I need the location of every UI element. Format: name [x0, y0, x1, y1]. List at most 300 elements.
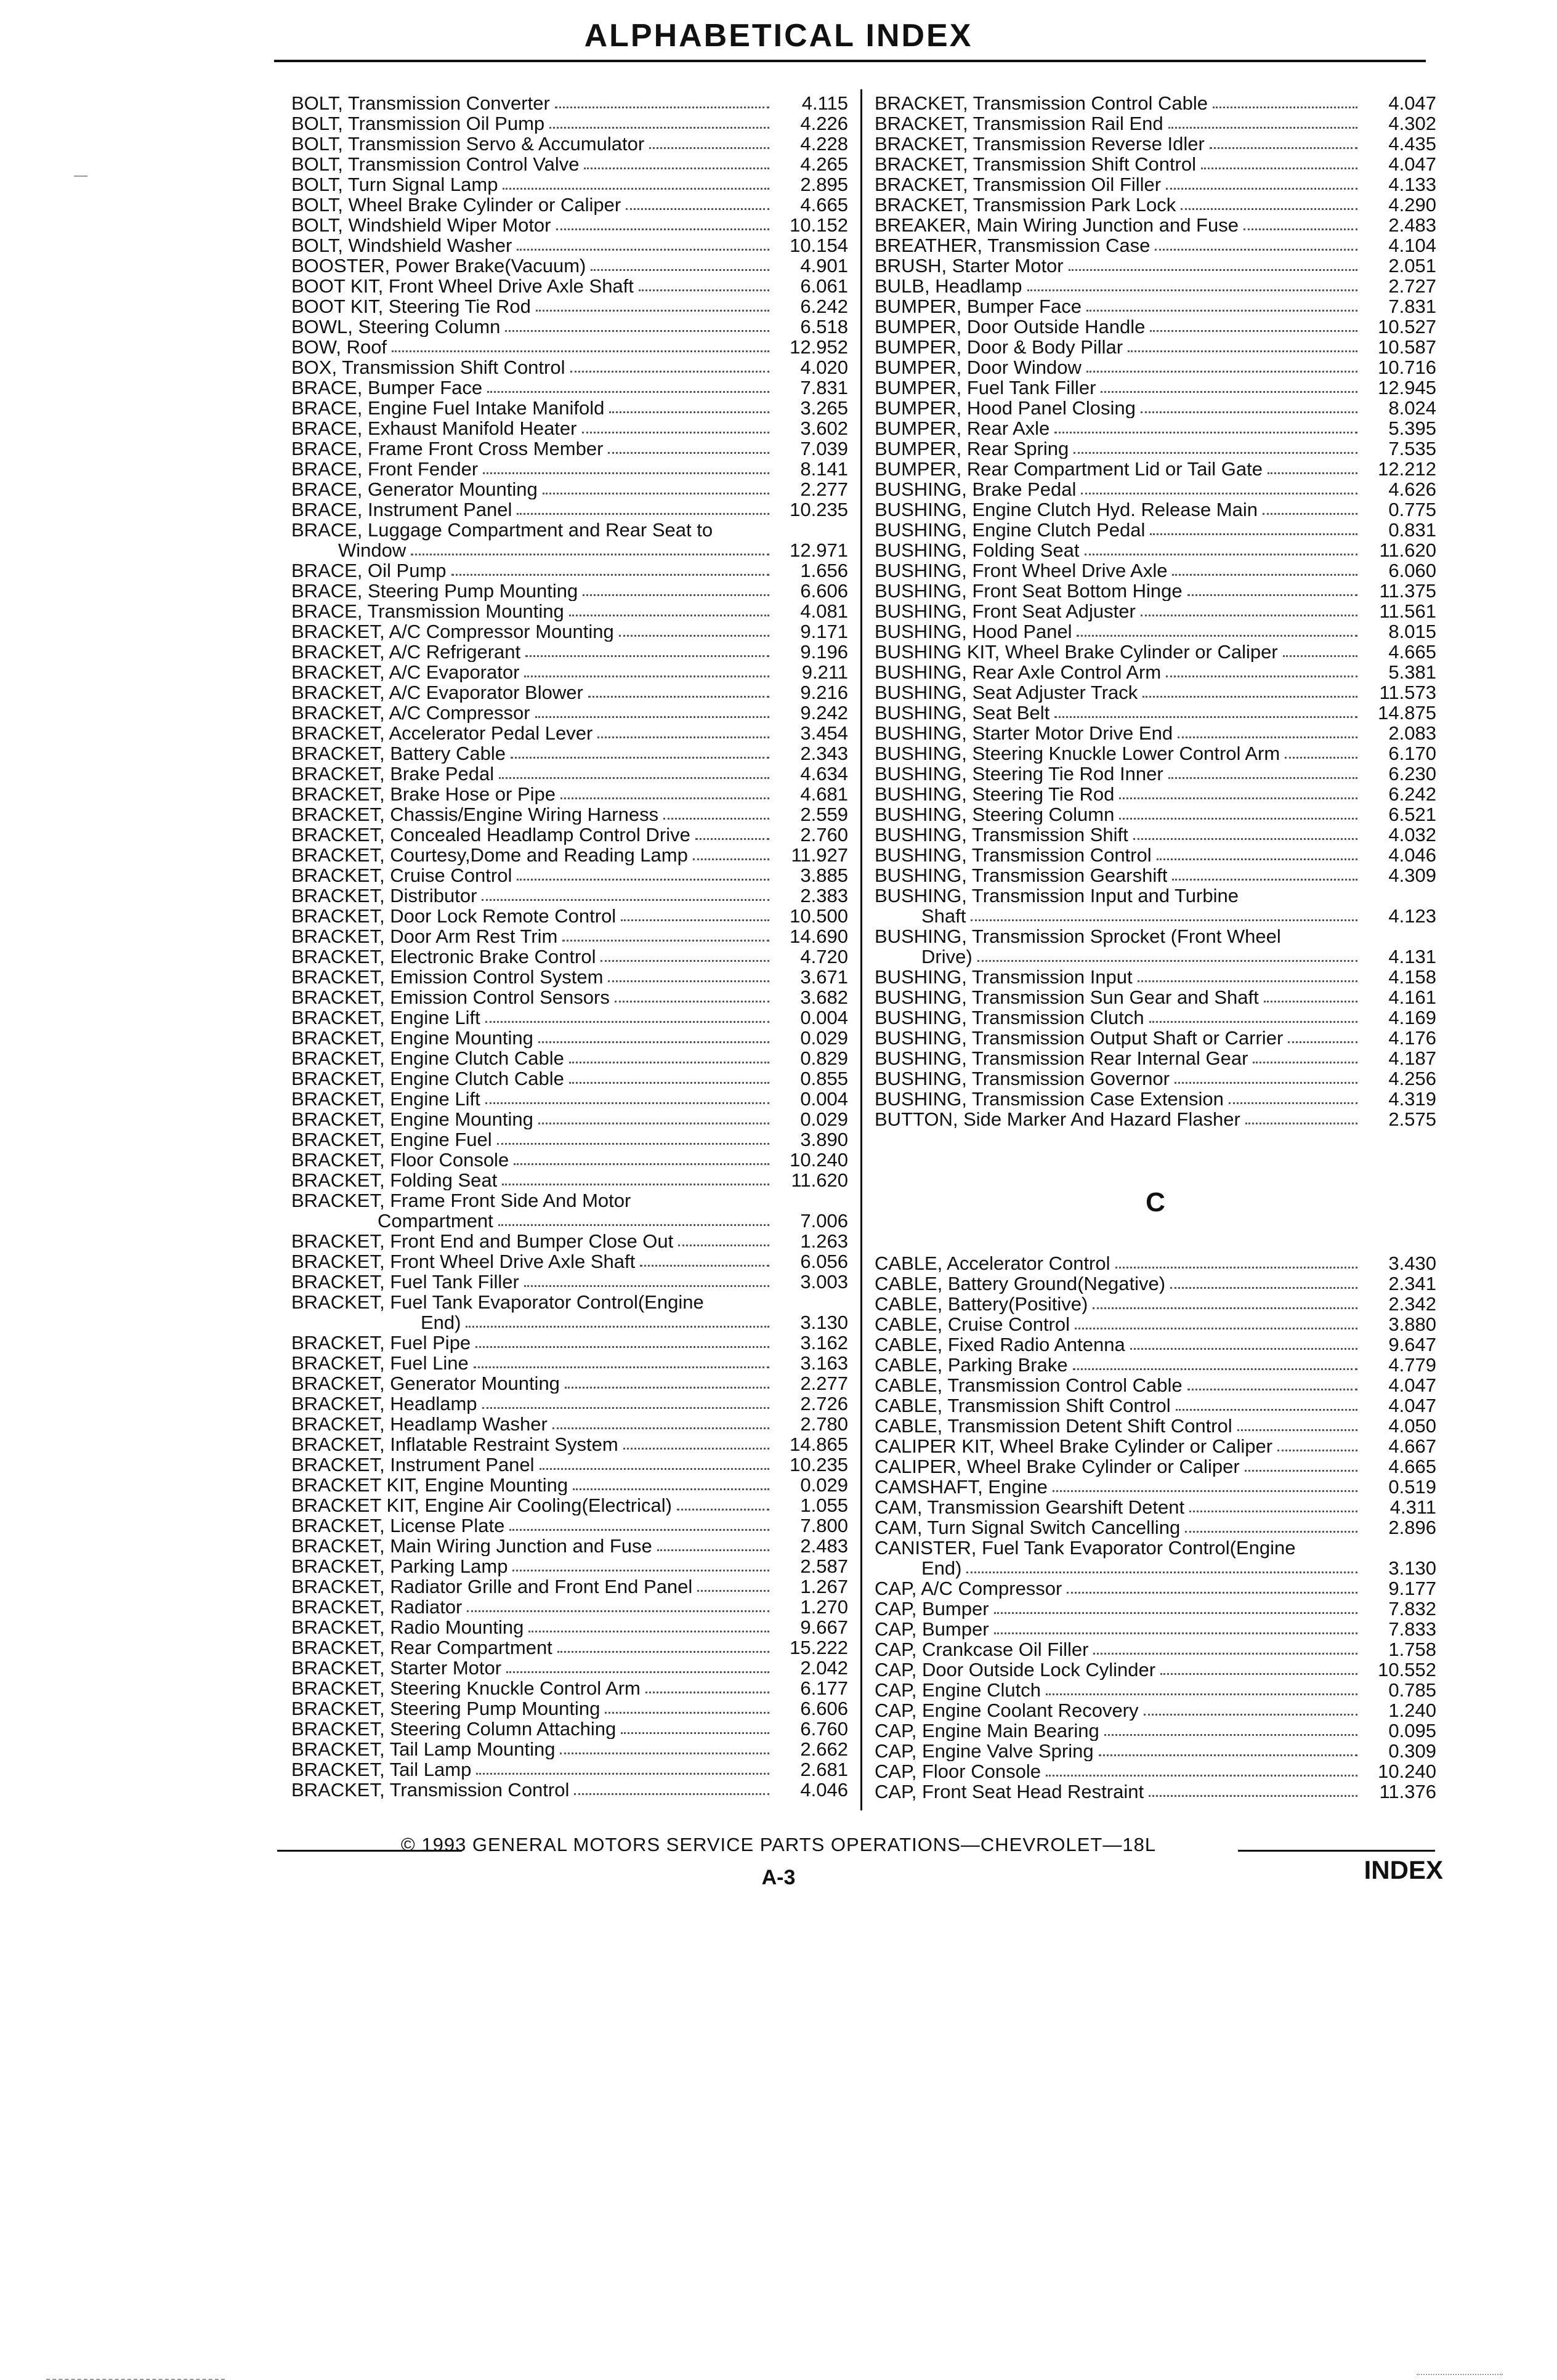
entry-text: BUSHING, Transmission Input [875, 967, 1133, 987]
index-entry [291, 1190, 848, 1231]
entry-page: 3.265 [800, 397, 848, 419]
index-entry [291, 1495, 848, 1515]
entry-page: 7.535 [1388, 438, 1436, 459]
entry-text: BRACKET, A/C Compressor [291, 703, 530, 723]
entry-text: BRACKET, Engine Mounting [291, 1109, 533, 1129]
index-entry [291, 418, 848, 438]
entry-text: BULB, Headlamp [875, 276, 1022, 296]
index-column-left [291, 93, 848, 1800]
entry-text: CAP, Crankcase Oil Filler [875, 1639, 1089, 1660]
dot-leader [411, 554, 769, 555]
entry-text: BUMPER, Door & Body Pillar [875, 337, 1123, 357]
dot-leader [1185, 1531, 1357, 1533]
dot-leader [621, 919, 769, 921]
entry-page: 4.161 [1388, 986, 1436, 1008]
entry-text: BUSHING, Front Wheel Drive Axle [875, 560, 1168, 581]
entry-text: BRACKET, Engine Fuel [291, 1129, 492, 1150]
entry-text: BUSHING, Rear Axle Control Arm [875, 662, 1162, 682]
index-entry [291, 113, 848, 134]
index-entry [875, 601, 1436, 621]
entry-page: 2.726 [800, 1393, 848, 1414]
dot-leader [1264, 1001, 1357, 1002]
index-entry [291, 357, 848, 377]
entry-page: 6.242 [800, 296, 848, 317]
entry-page: 0.855 [800, 1068, 848, 1089]
entry-text: CAP, Bumper [875, 1619, 989, 1639]
entry-text: BRACE, Transmission Mounting [291, 601, 564, 621]
dot-leader [1245, 1123, 1357, 1124]
column-divider [860, 89, 862, 1810]
index-entry [291, 1454, 848, 1475]
dot-leader [451, 574, 769, 576]
entry-text: BUMPER, Door Outside Handle [875, 317, 1146, 337]
index-entry [291, 479, 848, 499]
entry-page: 2.780 [800, 1413, 848, 1435]
entry-page: 2.483 [1388, 214, 1436, 236]
entry-page: 4.047 [1388, 92, 1436, 114]
entry-page: 0.095 [1388, 1720, 1436, 1741]
entry-text: CAP, Engine Coolant Recovery [875, 1700, 1139, 1720]
entry-page: 0.785 [1388, 1679, 1436, 1701]
dot-leader [1149, 1795, 1357, 1797]
entry-text: BRACKET, Accelerator Pedal Lever [291, 723, 593, 743]
entry-text: BRACKET, Engine Lift [291, 1089, 480, 1109]
index-entry [875, 1375, 1436, 1395]
entry-page: 3.671 [800, 966, 848, 988]
entry-page: 15.222 [790, 1637, 848, 1658]
index-entry [291, 967, 848, 987]
entry-page: 4.131 [1388, 946, 1436, 967]
index-entry [291, 723, 848, 743]
entry-page: 0.004 [800, 1007, 848, 1028]
entry-page: 6.606 [800, 1698, 848, 1719]
entry-page: 7.831 [800, 377, 848, 398]
entry-page: 9.667 [800, 1616, 848, 1638]
entry-text: BRACKET, A/C Evaporator Blower [291, 682, 583, 703]
entry-text: BUSHING, Steering Knuckle Lower Control Arm [875, 743, 1280, 764]
index-entry [291, 1231, 848, 1251]
index-entry [875, 845, 1436, 865]
entry-page: 11.561 [1379, 600, 1436, 622]
dot-leader [538, 1041, 769, 1043]
index-column-right [875, 93, 1436, 1802]
entry-page: 3.682 [800, 986, 848, 1008]
dot-leader [543, 493, 769, 494]
entry-text: BRACKET, Headlamp Washer [291, 1414, 548, 1434]
index-entry [875, 764, 1436, 784]
index-entry [875, 1253, 1436, 1273]
entry-page: 4.309 [1388, 865, 1436, 886]
entry-text: BRACKET, Parking Lamp [291, 1556, 508, 1576]
entry-page: 14.690 [790, 926, 848, 947]
index-entry [875, 1048, 1436, 1068]
dot-leader [977, 960, 1357, 962]
entry-page: 8.015 [1388, 621, 1436, 642]
dot-leader [1067, 1592, 1357, 1594]
entry-page: 14.875 [1378, 702, 1436, 724]
entry-text: CABLE, Cruise Control [875, 1314, 1070, 1334]
index-entry [291, 682, 848, 703]
entry-text: BRACKET, Main Wiring Junction and Fuse [291, 1536, 652, 1556]
dot-leader [693, 858, 769, 860]
entry-page: 6.606 [800, 580, 848, 602]
index-entry [291, 743, 848, 764]
entry-page: 9.242 [800, 702, 848, 724]
index-entry [291, 1129, 848, 1150]
dot-leader [1172, 574, 1357, 576]
index-entry [875, 1334, 1436, 1355]
index-entry [875, 418, 1436, 438]
index-entry [875, 804, 1436, 825]
entry-page: 6.521 [1388, 804, 1436, 825]
index-entry [875, 154, 1436, 174]
index-entry [875, 1517, 1436, 1538]
index-entry [291, 154, 848, 174]
entry-page: 11.573 [1379, 682, 1436, 703]
index-entry [291, 601, 848, 621]
entry-page: 3.130 [800, 1312, 848, 1333]
entry-text: CABLE, Accelerator Control [875, 1253, 1110, 1273]
dot-leader [1168, 777, 1357, 779]
entry-page: 4.319 [1388, 1088, 1436, 1110]
entry-text: CAMSHAFT, Engine [875, 1477, 1048, 1497]
entry-text: BRACE, Instrument Panel [291, 499, 512, 520]
entry-text: BRACKET, Chassis/Engine Wiring Harness [291, 804, 659, 825]
entry-page: 1.270 [800, 1596, 848, 1618]
entry-text: BRUSH, Starter Motor [875, 256, 1064, 276]
entry-page: 6.056 [800, 1251, 848, 1272]
dot-leader [474, 1366, 769, 1368]
entry-page: 6.760 [800, 1718, 848, 1740]
dot-leader [994, 1612, 1357, 1614]
index-entry [875, 621, 1436, 642]
dot-leader [535, 716, 769, 718]
index-entry [291, 764, 848, 784]
dot-leader [609, 411, 769, 413]
entry-text: BRACKET, Electronic Brake Control [291, 946, 596, 967]
index-entry [291, 296, 848, 317]
index-entry [875, 1456, 1436, 1477]
dot-leader [1086, 310, 1357, 312]
entry-text: BUMPER, Rear Compartment Lid or Tail Gate [875, 459, 1263, 479]
index-entry [291, 195, 848, 215]
entry-page: 2.383 [800, 885, 848, 906]
index-entry [875, 1314, 1436, 1334]
entry-text: BUSHING, Starter Motor Drive End [875, 723, 1173, 743]
entry-page: 2.575 [1388, 1108, 1436, 1130]
entry-text: BUMPER, Rear Axle [875, 418, 1050, 438]
entry-page: 1.055 [800, 1495, 848, 1516]
entry-text: BRACKET, Inflatable Restraint System [291, 1434, 618, 1454]
dot-leader [1245, 1470, 1357, 1472]
entry-text: CABLE, Transmission Control Cable [875, 1375, 1183, 1395]
dot-leader [663, 818, 769, 820]
dot-leader [583, 594, 769, 596]
entry-text: BRACE, Bumper Face [291, 377, 483, 398]
entry-text: BUSHING, Front Seat Adjuster [875, 601, 1136, 621]
dot-leader [574, 1793, 769, 1795]
entry-page: 3.880 [1388, 1313, 1436, 1335]
dot-leader [639, 289, 769, 291]
entry-text: BOX, Transmission Shift Control [291, 357, 565, 377]
entry-page: 9.211 [801, 661, 848, 683]
entry-text: BRACKET, Cruise Control [291, 865, 512, 885]
index-entry [291, 1658, 848, 1678]
index-entry [291, 1089, 848, 1109]
index-entry [291, 642, 848, 662]
index-entry [875, 1781, 1436, 1802]
entry-page: 4.050 [1388, 1415, 1436, 1437]
dot-leader [678, 1244, 769, 1246]
index-entry [875, 1660, 1436, 1680]
entry-text: BRACKET, Headlamp [291, 1394, 477, 1414]
dot-leader [569, 1082, 769, 1084]
index-entry [875, 93, 1436, 113]
index-entry [875, 398, 1436, 418]
index-entry [291, 1048, 848, 1068]
entry-text: BRACKET, Rear Compartment [291, 1637, 552, 1658]
entry-page: 2.277 [800, 478, 848, 500]
entry-page: 10.235 [790, 1454, 848, 1475]
index-entry [875, 540, 1436, 560]
index-entry [875, 926, 1436, 967]
entry-text: BOOT KIT, Steering Tie Rod [291, 296, 531, 317]
dot-leader [1046, 1775, 1357, 1777]
index-entry [875, 1741, 1436, 1761]
index-entry [875, 1395, 1436, 1416]
dot-leader [506, 1671, 769, 1673]
index-entry [875, 743, 1436, 764]
dot-leader [649, 147, 769, 149]
entry-page: 8.024 [1388, 397, 1436, 419]
dot-leader [569, 615, 769, 616]
index-entry [875, 317, 1436, 337]
entry-page: 7.800 [800, 1515, 848, 1536]
entry-text: BRACKET, Tail Lamp [291, 1759, 472, 1780]
entry-page: 4.047 [1388, 153, 1436, 175]
entry-page: 4.081 [800, 600, 848, 622]
entry-text: BUSHING, Engine Clutch Pedal [875, 520, 1146, 540]
dot-leader [605, 1712, 769, 1714]
entry-text: BRACKET, Transmission Park Lock [875, 195, 1176, 215]
index-entry [875, 885, 1436, 926]
index-entry [875, 357, 1436, 377]
index-entry [875, 987, 1436, 1007]
dot-leader [1189, 1511, 1357, 1512]
dot-leader [476, 1773, 769, 1775]
dot-leader [1213, 107, 1357, 108]
dot-leader [475, 1346, 769, 1348]
index-entry [291, 987, 848, 1007]
index-entry [875, 520, 1436, 540]
dot-leader [697, 1590, 769, 1592]
entry-page: 2.083 [1388, 722, 1436, 744]
entry-page: 10.240 [1378, 1761, 1436, 1782]
entry-text: BRACKET, Engine Clutch Cable [291, 1068, 564, 1089]
index-entry [291, 398, 848, 418]
dot-leader [657, 1549, 769, 1551]
entry-text: CABLE, Battery(Positive) [875, 1294, 1088, 1314]
index-entry [875, 1273, 1436, 1294]
index-entry [875, 1680, 1436, 1700]
entry-text: BRACKET, Front Wheel Drive Axle Shaft [291, 1251, 636, 1272]
dot-leader [1069, 269, 1357, 271]
index-entry [875, 581, 1436, 601]
entry-text: BRACKET, Transmission Oil Filler [875, 174, 1162, 195]
dot-leader [505, 330, 769, 332]
dot-leader [514, 1163, 769, 1165]
entry-text: BRACKET, Fuel Tank Filler [291, 1272, 519, 1292]
dot-leader [1166, 676, 1357, 677]
dot-leader [1253, 1062, 1357, 1063]
dot-leader [677, 1509, 769, 1511]
index-entry [291, 784, 848, 804]
entry-page: 2.587 [800, 1555, 848, 1577]
dot-leader [1128, 350, 1357, 352]
entry-page: 3.163 [800, 1352, 848, 1374]
dot-leader [487, 391, 769, 393]
index-entry [291, 1597, 848, 1617]
index-entry [291, 1617, 848, 1637]
entry-page: 8.141 [800, 458, 848, 480]
entry-text: BRACKET, Battery Cable [291, 743, 506, 764]
dot-leader [1150, 330, 1357, 332]
entry-page: 0.029 [800, 1027, 848, 1049]
dot-leader [1237, 1429, 1357, 1431]
entry-text: CAP, Bumper [875, 1599, 989, 1619]
index-entry [291, 1353, 848, 1373]
entry-page: 4.046 [800, 1779, 848, 1801]
entry-text: CAP, Engine Valve Spring [875, 1741, 1094, 1761]
index-entry [291, 621, 848, 642]
dot-leader [499, 777, 769, 779]
entry-page: 2.342 [1388, 1293, 1436, 1315]
entry-text: CALIPER KIT, Wheel Brake Cylinder or Caliper [875, 1436, 1273, 1456]
entry-page: 12.971 [790, 539, 848, 561]
entry-page: 4.158 [1388, 966, 1436, 988]
index-entry [291, 235, 848, 256]
dot-leader [1093, 1307, 1357, 1309]
entry-page: 4.667 [1388, 1435, 1436, 1457]
index-entry [291, 1109, 848, 1129]
entry-text: BOW, Roof [291, 337, 387, 357]
dot-leader [608, 452, 769, 454]
index-entry [875, 1477, 1436, 1497]
index-entry [875, 459, 1436, 479]
entry-page: 2.483 [800, 1535, 848, 1557]
entry-page: 3.130 [1388, 1557, 1436, 1579]
dot-leader [1283, 655, 1357, 657]
entry-text: BRACE, Steering Pump Mounting [291, 581, 578, 601]
index-entry [291, 825, 848, 845]
entry-page: 4.665 [800, 194, 848, 216]
entry-text: BRACE, Luggage Compartment and Rear Seat to [291, 519, 713, 541]
entry-page: 4.169 [1388, 1007, 1436, 1028]
entry-text: BRACKET, Engine Clutch Cable [291, 1048, 564, 1068]
page-number: A-3 [761, 1866, 796, 1889]
entry-continuation: Drive) [921, 946, 973, 967]
index-entry [875, 1497, 1436, 1517]
entry-page: 12.945 [1378, 377, 1436, 398]
entry-text: BRACKET, A/C Evaporator [291, 662, 520, 682]
entry-text: BUMPER, Door Window [875, 357, 1082, 377]
index-entry [875, 1109, 1436, 1129]
dot-leader [1138, 980, 1357, 982]
entry-page: 4.665 [1388, 641, 1436, 663]
dot-leader [552, 1427, 769, 1429]
entry-page: 10.152 [790, 214, 848, 236]
dot-leader [597, 736, 769, 738]
entry-text: CAP, Engine Clutch [875, 1680, 1041, 1700]
index-entry [291, 1678, 848, 1698]
entry-page: 1.263 [800, 1230, 848, 1252]
index-entry [875, 276, 1436, 296]
entry-text: BUTTON, Side Marker And Hazard Flasher [875, 1109, 1240, 1129]
entry-text: CALIPER, Wheel Brake Cylinder or Caliper [875, 1456, 1240, 1477]
index-entry [291, 1719, 848, 1739]
copyright-text: © 1993 GENERAL MOTORS SERVICE PARTS OPERATIONS—CHEVROLET—18L [400, 1834, 1157, 1855]
index-entry [875, 560, 1436, 581]
dot-leader [528, 1631, 769, 1632]
index-entry [291, 1170, 848, 1190]
entry-text: BUSHING, Hood Panel [875, 621, 1072, 642]
entry-text: BRACE, Generator Mounting [291, 479, 538, 499]
entry-text: BUSHING, Seat Adjuster Track [875, 682, 1138, 703]
entry-page: 1.656 [800, 560, 848, 581]
entry-text: BRACKET, Door Lock Remote Control [291, 906, 617, 926]
dot-leader [1229, 1102, 1357, 1104]
index-entry [875, 1416, 1436, 1436]
entry-page: 4.123 [1388, 905, 1436, 927]
dot-leader [626, 208, 769, 210]
entry-page: 2.051 [1388, 255, 1436, 276]
entry-page: 3.602 [800, 418, 848, 439]
entry-text: BOLT, Transmission Converter [291, 93, 550, 113]
entry-page: 3.890 [800, 1129, 848, 1150]
dot-leader [562, 940, 769, 942]
index-entry [291, 499, 848, 520]
entry-page: 9.196 [800, 641, 848, 663]
entry-text: BRACKET, Fuel Tank Evaporator Control(Engine [291, 1291, 704, 1313]
entry-page: 3.162 [800, 1332, 848, 1353]
entry-text: BUSHING, Transmission Clutch [875, 1007, 1144, 1028]
entry-text: BRACKET, Steering Pump Mounting [291, 1698, 601, 1719]
dot-leader [1187, 1389, 1357, 1390]
dot-leader [560, 1753, 769, 1754]
dot-leader [640, 1265, 769, 1267]
index-entry [291, 662, 848, 682]
dot-leader [1104, 1734, 1357, 1736]
entry-page: 7.833 [1388, 1618, 1436, 1640]
index-entry [875, 1578, 1436, 1599]
entry-page: 0.519 [1388, 1476, 1436, 1498]
entry-page: 0.029 [800, 1474, 848, 1496]
entry-text: BRACKET, Brake Hose or Pipe [291, 784, 556, 804]
index-entry [291, 337, 848, 357]
index-entry [875, 195, 1436, 215]
dot-leader [1155, 249, 1357, 251]
entry-page: 0.829 [800, 1047, 848, 1069]
entry-text: BUMPER, Bumper Face [875, 296, 1082, 317]
entry-text: CABLE, Fixed Radio Antenna [875, 1334, 1125, 1355]
index-entry [291, 1780, 848, 1800]
entry-page: 14.865 [790, 1434, 848, 1455]
dot-leader [1046, 1693, 1357, 1695]
entry-text: BRACKET, Transmission Rail End [875, 113, 1163, 134]
entry-text: BRACKET KIT, Engine Air Cooling(Electrical) [291, 1495, 672, 1515]
index-entry [291, 317, 848, 337]
entry-page: 0.309 [1388, 1740, 1436, 1762]
